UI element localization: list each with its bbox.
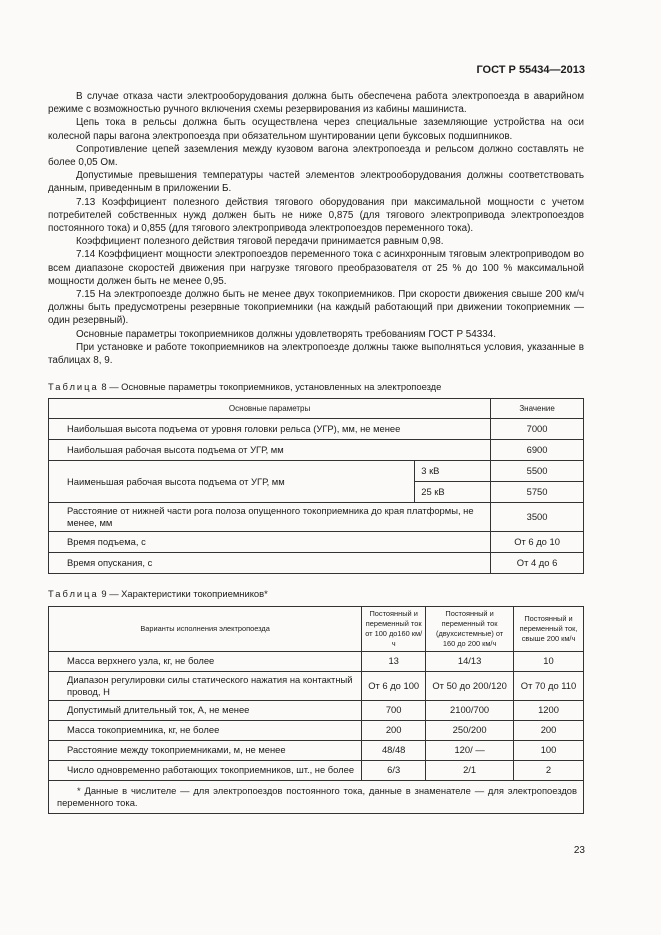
- paragraph: Сопротивление цепей заземления между кузовом вагона электропоезда и рельсом должно составлять не более 0,05 Ом.: [48, 143, 584, 169]
- table-cell-value: 10: [514, 651, 584, 671]
- table-cell-label: Допустимый длительный ток, А, не менее: [49, 700, 362, 720]
- table-cell-value: 120/ —: [426, 740, 514, 760]
- table-cell-label: Диапазон регулировки силы статического нажатия на контактный провод, Н: [49, 671, 362, 700]
- table-row: [49, 720, 584, 740]
- table-cell-label: Масса верхнего узла, кг, не более: [49, 651, 362, 671]
- table-cell-value: 13: [362, 651, 426, 671]
- page-number: 23: [573, 845, 585, 856]
- paragraph: Цепь тока в рельсы должна быть осуществлена через специальные заземляющие устройства на оси колесной пары вагона электропоезда при обязательном шунтировании цепи буксовых подшипников.: [48, 117, 584, 142]
- table-row: [49, 740, 584, 760]
- table-row: [49, 651, 584, 671]
- paragraph: Допустимые превышения температуры частей элементов электрооборудования должны соответствовать данным, приведенным в приложении Б.: [48, 170, 584, 195]
- table-cell-value: 100: [514, 740, 584, 760]
- paragraph: Основные параметры токоприемников должны удовлетворять требованиям ГОСТ Р 54334.: [76, 328, 496, 340]
- table-8-caption: [48, 380, 584, 393]
- table-9: [48, 606, 584, 814]
- table-cell-value: 7000: [491, 419, 584, 440]
- table-cell-value: 2/1: [426, 760, 514, 780]
- table-cell-label: Расстояние от нижней части рога полоза опущенного токоприемника до края платформы, не менее, мм: [49, 503, 491, 532]
- table-row: [49, 440, 584, 461]
- table-8-header-param: Основные параметры: [49, 399, 491, 419]
- paragraph: 7.15 На электропоезде должно быть не менее двух токоприемников. При скорости движения свыше 200 км/ч должны быть предусмотрены резервные токоприемники (на каждый работающий при движении токоприемник — один резервный).: [48, 289, 584, 327]
- table-cell-value: 2: [514, 760, 584, 780]
- table-cell-value: 250/200: [426, 720, 514, 740]
- table-cell-sublabel: 25 кВ: [415, 482, 491, 503]
- table-cell-label: Наибольшая высота подъема от уровня головки рельса (УГР), мм, не менее: [49, 419, 491, 440]
- table-cell-value: От 4 до 6: [491, 553, 584, 574]
- table-9-header-col1: Постоянный и переменный ток от 100 до160 км/ч: [362, 606, 426, 651]
- table-cell-value: 1200: [514, 700, 584, 720]
- table-cell-value: 5500: [491, 461, 584, 482]
- table-footnote-row: [49, 780, 584, 813]
- table-row: [49, 419, 584, 440]
- table-cell-value: 2100/700: [426, 700, 514, 720]
- table-footnote: * Данные в числителе — для электропоездов постоянного тока, данные в знаменателе — для электропоездов переменного тока.: [49, 780, 584, 813]
- paragraph: 7.13 Коэффициент полезного действия тягового оборудования при максимальной мощности с учетом потребителей собственных нужд должен быть не ниже 0,875 (для тягового электропривода электропоездов постоянного тока) и 0,855 (для тягового электропривода электропоездов переменного тока).: [48, 196, 584, 235]
- table-8-caption-text: 8 — Основные параметры токоприемников, установленных на электропоезде: [98, 381, 442, 393]
- table-9-header-variant: Варианты исполнения электропоезда: [49, 606, 362, 651]
- page-content: [48, 90, 584, 814]
- table-9-caption: [48, 587, 584, 600]
- table-row: [49, 461, 584, 482]
- table-9-header-col3: Постоянный и переменный ток, свыше 200 км/ч: [514, 606, 584, 651]
- table-8-caption-prefix: Таблица: [48, 381, 99, 393]
- table-cell-value: От 6 до 10: [491, 532, 584, 553]
- table-cell-value: 6900: [491, 440, 584, 461]
- table-row: [49, 671, 584, 700]
- table-8-header-value: Значение: [491, 399, 584, 419]
- table-cell-value: От 70 до 110: [514, 671, 584, 700]
- paragraph: Коэффициент полезного действия тяговой передачи принимается равным 0,98.: [76, 236, 444, 248]
- table-cell-label: Число одновременно работающих токоприемников, шт., не более: [49, 760, 362, 780]
- table-8: [48, 398, 584, 574]
- paragraph: При установке и работе токоприемников на электропоезде должны также выполняться условия, указанные в таблицах 8, 9.: [48, 341, 584, 367]
- table-cell-label: Наибольшая рабочая высота подъема от УГР, мм: [49, 440, 491, 461]
- table-cell-value: 14/13: [426, 651, 514, 671]
- table-row: [49, 532, 584, 553]
- table-cell-label: Масса токоприемника, кг, не более: [49, 720, 362, 740]
- table-cell-value: 3500: [491, 503, 584, 532]
- table-cell-value: От 50 до 200/120: [426, 671, 514, 700]
- table-cell-sublabel: 3 кВ: [415, 461, 491, 482]
- paragraph: 7.14 Коэффициент мощности электропоездов переменного тока с асинхронным тяговым электроприводом во всем диапазоне скоростей движения при нагрузке тягового преобразователя от 25 % до 100 % максимальной мощности должен быть не менее 0,95.: [48, 249, 584, 287]
- paragraph: В случае отказа части электрооборудования должна быть обеспечена работа электропоезда в аварийном режиме с возможностью ручного включения схемы резервирования из кабины машиниста.: [48, 91, 584, 116]
- table-cell-label: Время опускания, с: [49, 553, 491, 574]
- table-9-header-col2: Постоянный и переменный ток (двухсистемные) от 160 до 200 км/ч: [426, 606, 514, 651]
- table-row: [49, 700, 584, 720]
- table-cell-value: 200: [362, 720, 426, 740]
- table-cell-value: От 6 до 100: [362, 671, 426, 700]
- table-row: [49, 760, 584, 780]
- table-cell-label: Наименьшая рабочая высота подъема от УГР, мм: [49, 461, 415, 503]
- table-cell-value: 6/3: [362, 760, 426, 780]
- table-9-caption-text: 9 — Характеристики токоприемников*: [98, 588, 268, 600]
- table-cell-label: Время подъема, с: [49, 532, 491, 553]
- table-cell-value: 5750: [491, 482, 584, 503]
- table-9-caption-prefix: Таблица: [48, 588, 99, 600]
- table-row: [49, 503, 584, 532]
- table-row: [49, 553, 584, 574]
- table-cell-value: 200: [514, 720, 584, 740]
- table-cell-value: 700: [362, 700, 426, 720]
- document-header: ГОСТ Р 55434—2013: [476, 64, 585, 76]
- table-cell-label: Расстояние между токоприемниками, м, не менее: [49, 740, 362, 760]
- table-cell-value: 48/48: [362, 740, 426, 760]
